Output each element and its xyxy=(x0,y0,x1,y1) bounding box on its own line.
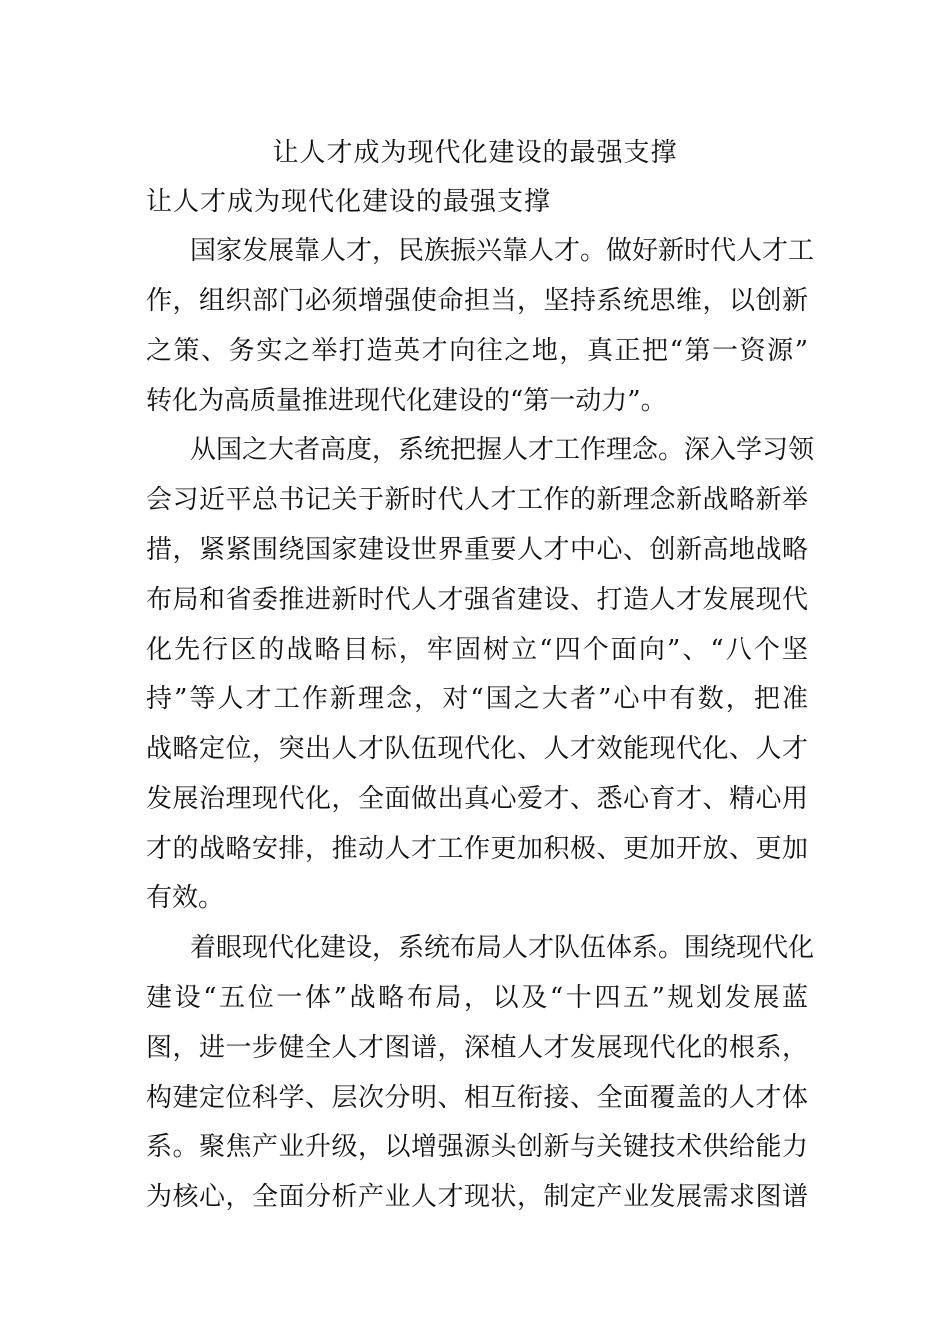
paragraph-line: 持”等人才工作新理念，对“国之大者”心中有数，把准 xyxy=(146,684,808,714)
document-subtitle: 让人才成为现代化建设的最强支撑 xyxy=(146,187,552,217)
document-title: 让人才成为现代化建设的最强支撑 xyxy=(272,138,678,168)
paragraph-line: 措，紧紧围绕国家建设世界重要人才中心、创新高地战略 xyxy=(146,535,808,565)
paragraph-line: 为核心，全面分析产业人才现状，制定产业发展需求图谱 xyxy=(146,1182,808,1212)
paragraph-line: 会习近平总书记关于新时代人才工作的新理念新战略新举 xyxy=(146,485,808,515)
paragraph-line: 化先行区的战略目标，牢固树立“四个面向”、“八个坚 xyxy=(146,635,808,665)
paragraph-line: 作，组织部门必须增强使命担当，坚持系统思维，以创新 xyxy=(146,286,808,316)
paragraph-line: 国家发展靠人才，民族振兴靠人才。做好新时代人才工 xyxy=(190,236,815,266)
paragraph-line: 构建定位科学、层次分明、相互衔接、全面覆盖的人才体 xyxy=(146,1083,808,1113)
paragraph-line: 系。聚焦产业升级，以增强源头创新与关键技术供给能力 xyxy=(146,1132,808,1162)
paragraph-line: 转化为高质量推进现代化建设的“第一动力”。 xyxy=(146,386,667,416)
paragraph-line: 发展治理现代化，全面做出真心爱才、悉心育才、精心用 xyxy=(146,784,808,814)
paragraph-line: 布局和省委推进新时代人才强省建设、打造人才发展现代 xyxy=(146,585,808,615)
paragraph-line: 建设“五位一体”战略布局，以及“十四五”规划发展蓝 xyxy=(146,983,808,1013)
paragraph-line: 才的战略安排，推动人才工作更加积极、更加开放、更加 xyxy=(146,834,808,864)
paragraph-line: 有效。 xyxy=(146,883,225,913)
paragraph-line: 战略定位，突出人才队伍现代化、人才效能现代化、人才 xyxy=(146,734,808,764)
paragraph-line: 从国之大者高度，系统把握人才工作理念。深入学习领 xyxy=(190,435,815,465)
paragraph-line: 之策、务实之举打造英才向往之地，真正把“第一资源” xyxy=(146,336,808,366)
paragraph-line: 着眼现代化建设，系统布局人才队伍体系。围绕现代化 xyxy=(190,933,815,963)
paragraph-line: 图，进一步健全人才图谱，深植人才发展现代化的根系， xyxy=(146,1033,808,1063)
